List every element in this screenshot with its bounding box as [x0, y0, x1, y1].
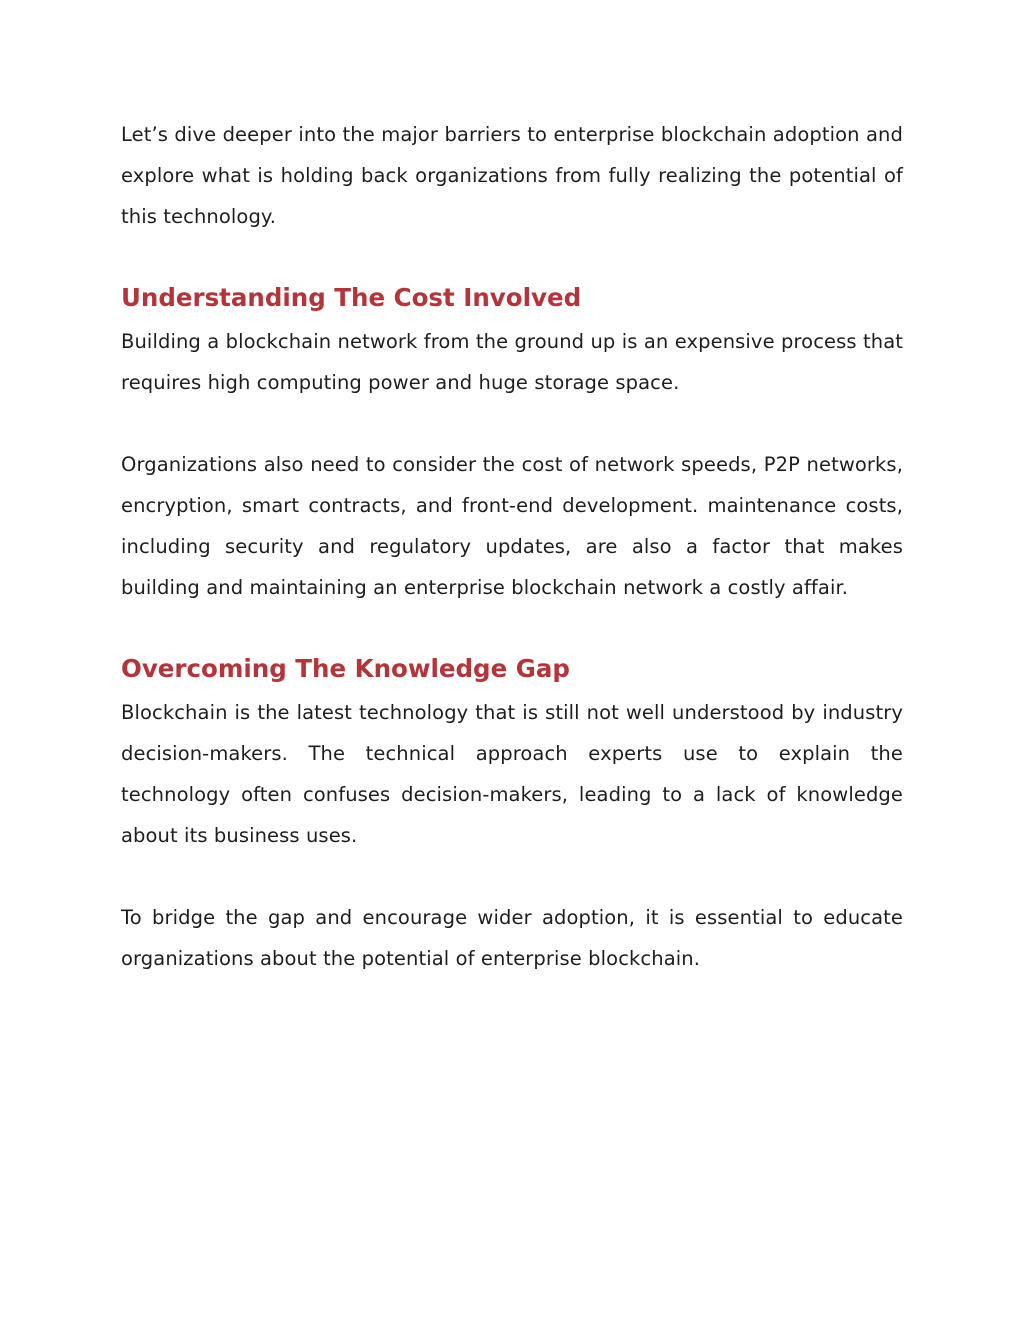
- knowledge-gap-paragraph-2: To bridge the gap and encourage wider adoption, it is essential to educate organizations about the potential of enterprise blockchain.: [121, 906, 903, 970]
- spacer: [121, 237, 903, 281]
- section-heading-cost: Understanding The Cost Involved: [121, 283, 582, 312]
- knowledge-gap-paragraph-1: Blockchain is the latest technology that is still not well understood by industry decision-makers. The technical approach experts use to explain the technology often confuses decision-makers, leading to a lack of knowledge about its business uses.: [121, 701, 903, 847]
- cost-paragraph-1: Building a blockchain network from the ground up is an expensive process that requires high computing power and huge storage space.: [121, 330, 903, 394]
- intro-paragraph: Let’s dive deeper into the major barriers to enterprise blockchain adoption and explore what is holding back organizations from fully realizing the potential of this technology.: [121, 123, 903, 228]
- spacer: [121, 856, 903, 897]
- document-page: [121, 114, 903, 979]
- section-knowledge-gap: [121, 652, 903, 979]
- spacer: [121, 608, 903, 652]
- spacer: [121, 403, 903, 444]
- section-heading-knowledge-gap: Overcoming The Knowledge Gap: [121, 654, 570, 683]
- section-cost: [121, 281, 903, 608]
- cost-paragraph-2: Organizations also need to consider the cost of network speeds, P2P networks, encryption, smart contracts, and front-end development. maintenance costs, including security and regulatory updates, are also a factor that makes building and maintaining an enterprise blockchain network a costly affair.: [121, 453, 903, 599]
